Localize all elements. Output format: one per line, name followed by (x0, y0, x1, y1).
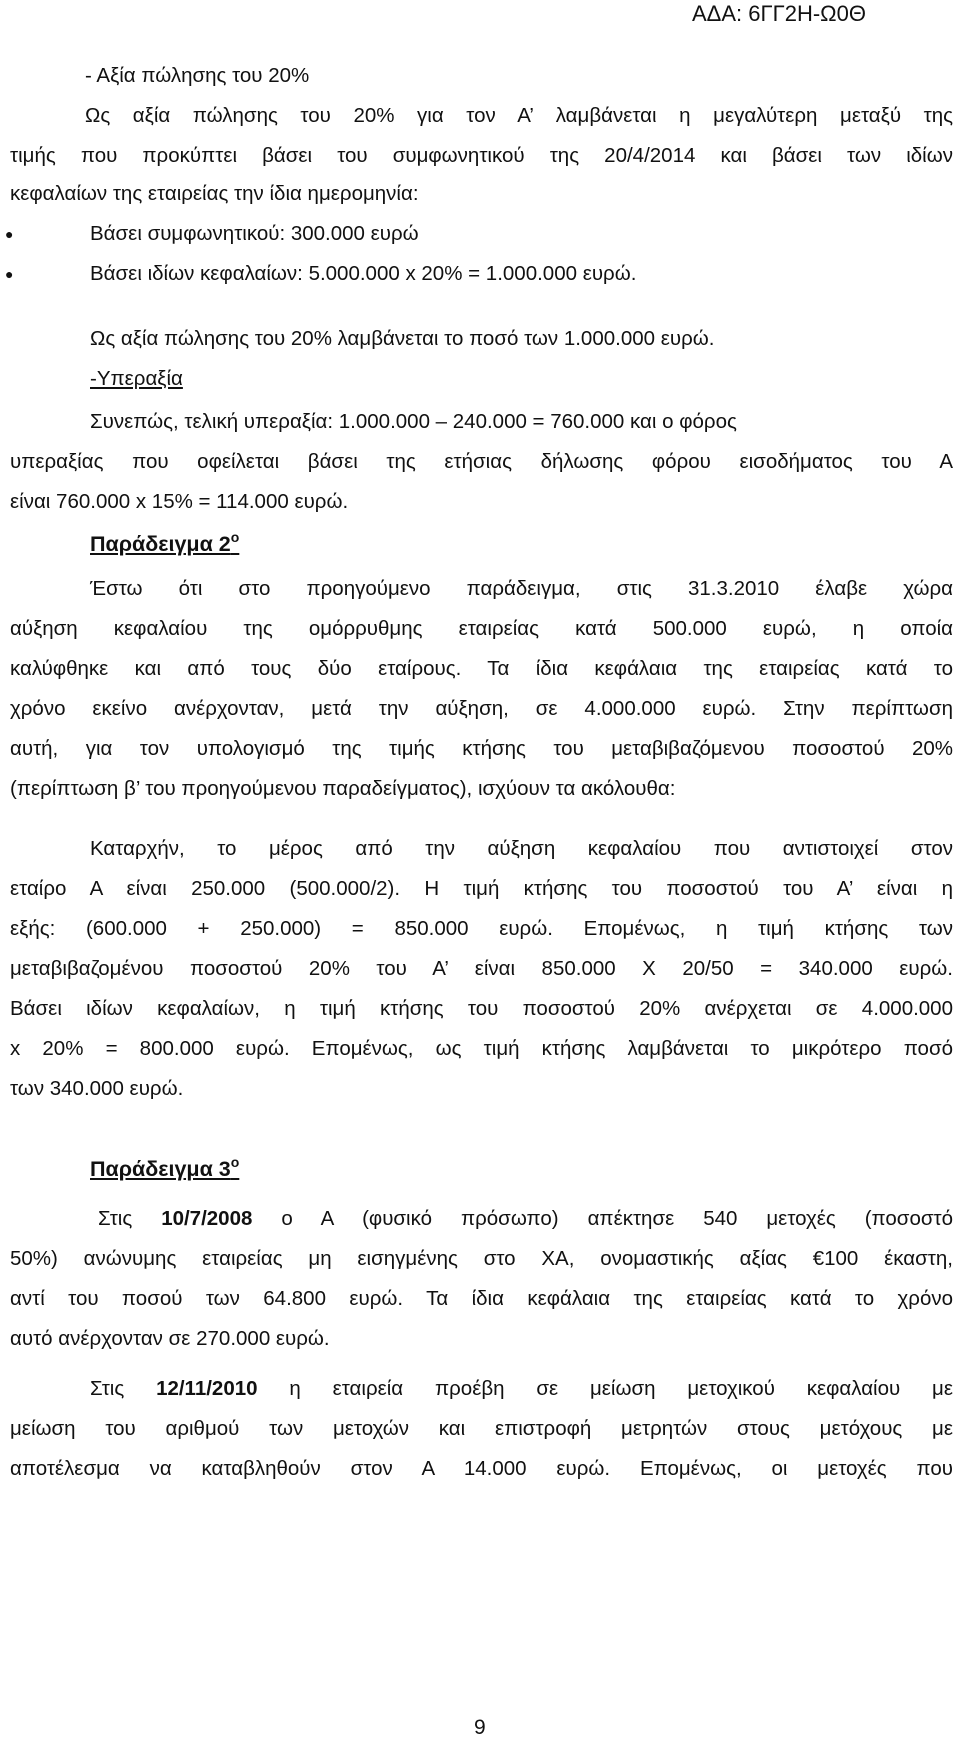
paragraph-line: μείωση του αριθμού των μετοχών και επιστροφή μετρητών στους μετόχους με (10, 1417, 953, 1440)
paragraph-line (98, 1205, 953, 1233)
paragraph-line (90, 1375, 953, 1403)
example-title-text: Παράδειγμα 3 (90, 1157, 231, 1181)
page-number: 9 (474, 1716, 486, 1739)
bullet-icon: ● (5, 226, 14, 242)
example-title-sup: ο (230, 529, 240, 545)
paragraph-line: αυτή, για τον υπολογισμό της τιμής κτήσης του μεταβιβαζόμενου ποσοστού 20% (10, 737, 953, 760)
paragraph-line: είναι 760.000 x 15% = 114.000 ευρώ. (10, 490, 349, 513)
date-text: 12/11/2010 (156, 1377, 258, 1400)
paragraph-line: εταίρο Α είναι 250.000 (500.000/2). Η τιμή κτήσης του ποσοστού του Α’ είναι η (10, 877, 953, 900)
bullet-item: Βάσει συμφωνητικού: 300.000 ευρώ (90, 222, 419, 245)
paragraph-line: αύξηση κεφαλαίου της ομόρρυθμης εταιρείας κατά 500.000 ευρώ, η οποία (10, 617, 953, 640)
paragraph-line: τιμής που προκύπτει βάσει του συμφωνητικού της 20/4/2014 και βάσει των ιδίων (10, 144, 953, 167)
paragraph-line: Συνεπώς, τελική υπεραξία: 1.000.000 – 240.000 = 760.000 και ο φόρος (90, 410, 737, 433)
section-heading: -Υπεραξία (90, 367, 183, 390)
text-span: ο Α (φυσικό πρόσωπο) απέκτησε 540 μετοχές (ποσοστό (252, 1207, 953, 1230)
paragraph-line: αυτό ανέρχονταν σε 270.000 ευρώ. (10, 1327, 330, 1350)
paragraph-line: Βάσει ιδίων κεφαλαίων, η τιμή κτήσης του ποσοστού 20% ανέρχεται σε 4.000.000 (10, 997, 953, 1020)
ada-code: ΑΔΑ: 6ΓΓ2Η-Ω0Θ (692, 1, 866, 26)
section-heading: - Αξία πώλησης του 20% (85, 64, 310, 87)
paragraph-line: χρόνο εκείνο ανέρχονταν, μετά την αύξηση, σε 4.000.000 ευρώ. Στην περίπτωση (10, 697, 953, 720)
conclusion-line: Ως αξία πώλησης του 20% λαμβάνεται το ποσό των 1.000.000 ευρώ. (90, 327, 715, 350)
paragraph-line: 50%) ανώνυμης εταιρείας μη εισηγμένης στο ΧΑ, ονομαστικής αξίας €100 έκαστη, (10, 1247, 953, 1270)
paragraph-line: κεφαλαίων της εταιρείας την ίδια ημερομηνία: (10, 182, 419, 205)
paragraph-line: υπεραξίας που οφείλεται βάσει της ετήσιας δήλωσης φόρου εισοδήματος του Α (10, 450, 953, 473)
example-title-sup: ο (230, 1154, 240, 1170)
paragraph-line: Ως αξία πώλησης του 20% για τον Α’ λαμβάνεται η μεγαλύτερη μεταξύ της (85, 104, 953, 127)
example-title (90, 1155, 239, 1183)
bullet-item: Βάσει ιδίων κεφαλαίων: 5.000.000 x 20% = 1.000.000 ευρώ. (90, 262, 637, 285)
paragraph-line: αντί του ποσού των 64.800 ευρώ. Τα ίδια κεφάλαια της εταιρείας κατά το χρόνο (10, 1287, 953, 1310)
paragraph-line: καλύφθηκε και από τους δύο εταίρους. Τα ίδια κεφάλαια της εταιρείας κατά το (10, 657, 953, 680)
example-title (90, 530, 239, 558)
text-span: Στις (98, 1207, 162, 1230)
paragraph-line: των 340.000 ευρώ. (10, 1077, 184, 1100)
paragraph-line: (περίπτωση β’ του προηγούμενου παραδείγματος), ισχύουν τα ακόλουθα: (10, 777, 676, 800)
paragraph-line: Έστω ότι στο προηγούμενο παράδειγμα, στις 31.3.2010 έλαβε χώρα (90, 577, 953, 600)
date-text: 10/7/2008 (161, 1207, 253, 1230)
paragraph-line: x 20% = 800.000 ευρώ. Επομένως, ως τιμή κτήσης λαμβάνεται το μικρότερο ποσό (10, 1037, 953, 1060)
paragraph-line: αποτέλεσμα να καταβληθούν στον Α 14.000 ευρώ. Επομένως, οι μετοχές που (10, 1457, 953, 1480)
paragraph-line: Καταρχήν, το μέρος από την αύξηση κεφαλαίου που αντιστοιχεί στον (90, 837, 953, 860)
text-span: Στις (90, 1377, 157, 1400)
paragraph-line: μεταβιβαζομένου ποσοστού 20% του Α’ είναι 850.000 Χ 20/50 = 340.000 ευρώ. (10, 957, 953, 980)
text-span: η εταιρεία προέβη σε μείωση μετοχικού κεφαλαίου με (257, 1377, 953, 1400)
paragraph-line: εξής: (600.000 + 250.000) = 850.000 ευρώ. Επομένως, η τιμή κτήσης των (10, 917, 953, 940)
example-title-text: Παράδειγμα 2 (90, 532, 231, 556)
bullet-icon: ● (5, 266, 14, 282)
